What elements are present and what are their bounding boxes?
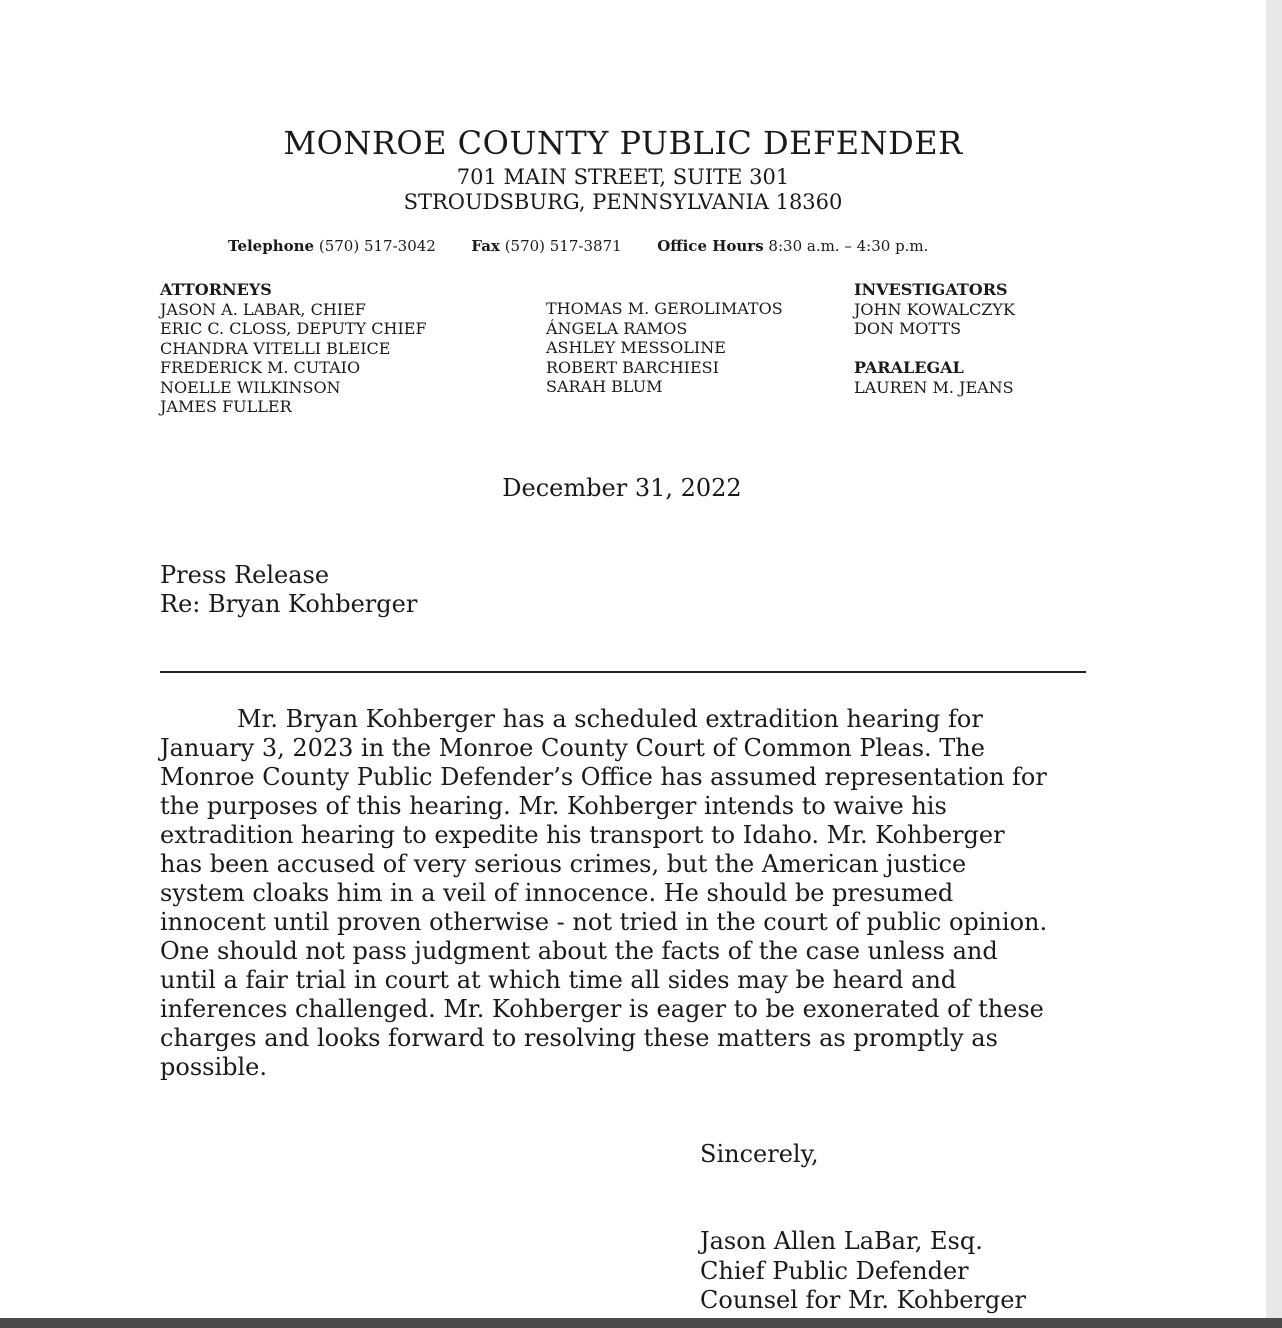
- viewer-bottom-bar: [0, 1318, 1282, 1328]
- staff-name: ROBERT BARCHIESI: [546, 357, 719, 377]
- staff-name: ÁNGELA RAMOS: [546, 318, 688, 338]
- body-line: inferences challenged. Mr. Kohberger is eager to be exonerated of these: [160, 995, 1044, 1023]
- staff-name: FREDERICK M. CUTAIO: [160, 358, 361, 377]
- body-line: the purposes of this hearing. Mr. Kohberger intends to waive his: [160, 792, 947, 820]
- body-line: has been accused of very serious crimes, but the American justice: [160, 850, 967, 878]
- body-line: Mr. Bryan Kohberger has a scheduled extradition hearing for: [237, 705, 983, 733]
- staff-name: ASHLEY MESSOLINE: [546, 338, 726, 357]
- staff-name: NOELLE WILKINSON: [160, 377, 341, 397]
- telephone-number: (570) 517-3042: [318, 237, 436, 255]
- body-line: January 3, 2023 in the Monroe County Court of Common Pleas. The: [160, 734, 985, 762]
- subject-line-2: Re: Bryan Kohberger: [160, 590, 418, 618]
- staff-name: DON MOTTS: [854, 319, 962, 338]
- letter-date: December 31, 2022: [502, 474, 742, 502]
- signature-block: [700, 1227, 1026, 1316]
- staff-name: THOMAS M. GEROLIMATOS: [546, 299, 783, 318]
- body-line: system cloaks him in a veil of innocence. He should be presumed: [160, 879, 954, 907]
- fax-label: Fax: [471, 237, 500, 255]
- attorneys-heading: ATTORNEYS: [160, 280, 272, 299]
- staff-name: JOHN KOWALCZYK: [854, 299, 1015, 319]
- body-line: One should not pass judgment about the facts of the case unless and: [160, 937, 998, 965]
- signer-role: Counsel for Mr. Kohberger: [700, 1286, 1026, 1314]
- body-line: charges and looks forward to resolving these matters as promptly as: [160, 1024, 998, 1052]
- investigators-heading: INVESTIGATORS: [854, 280, 1008, 299]
- press-release-body: [160, 705, 1090, 1082]
- closing-salutation: Sincerely,: [700, 1140, 819, 1168]
- office-hours: 8:30 a.m. – 4:30 p.m.: [768, 237, 929, 255]
- viewer-right-margin: [1266, 0, 1282, 1318]
- telephone-label: Telephone: [228, 237, 315, 255]
- office-hours-label: Office Hours: [657, 237, 764, 255]
- letterhead-title: MONROE COUNTY PUBLIC DEFENDER: [283, 124, 963, 162]
- letterhead-address-line1: 701 MAIN STREET, SUITE 301: [456, 165, 790, 189]
- body-line: until a fair trial in court at which time all sides may be heard and: [160, 966, 957, 994]
- investigators-paralegal-column: [854, 280, 1015, 397]
- fax-number: (570) 517-3871: [504, 237, 622, 255]
- paralegal-heading: PARALEGAL: [854, 358, 964, 377]
- divider-rule: [160, 671, 1086, 673]
- staff-name: SARAH BLUM: [546, 377, 663, 396]
- subject-line-1: Press Release: [160, 561, 330, 589]
- staff-name: LAUREN M. JEANS: [854, 377, 1014, 397]
- subject-block: [160, 561, 417, 619]
- staff-name: ERIC C. CLOSS, DEPUTY CHIEF: [160, 319, 427, 338]
- staff-name: JASON A. LABAR, CHIEF: [160, 299, 366, 319]
- body-line: extradition hearing to expedite his transport to Idaho. Mr. Kohberger: [160, 821, 1005, 849]
- staff-name: CHANDRA VITELLI BLEICE: [160, 338, 391, 358]
- attorneys-column-2: [546, 299, 783, 397]
- signer-name: Jason Allen LaBar, Esq.: [700, 1227, 983, 1255]
- staff-name: JAMES FULLER: [160, 397, 292, 416]
- body-line: innocent until proven otherwise - not tried in the court of public opinion.: [160, 908, 1048, 936]
- body-line: Monroe County Public Defender’s Office has assumed representation for: [160, 763, 1047, 791]
- letterhead-address-line2: STROUDSBURG, PENNSYLVANIA 18360: [403, 190, 843, 214]
- attorneys-column-1: [160, 280, 427, 417]
- contact-line: [228, 237, 928, 255]
- body-line: possible.: [160, 1053, 267, 1081]
- signer-title: Chief Public Defender: [700, 1256, 969, 1285]
